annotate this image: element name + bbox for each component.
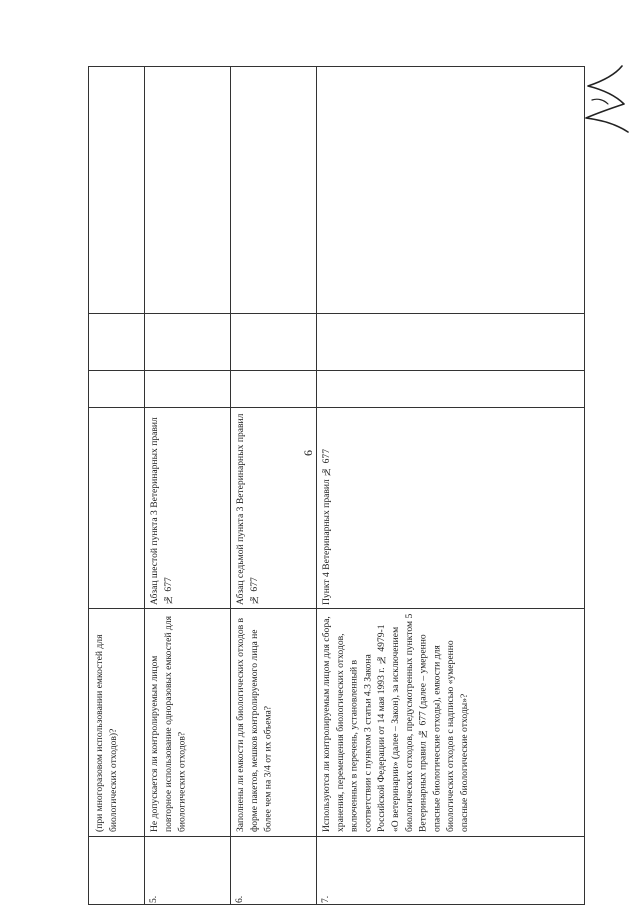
question-cell: Не допускается ли контролируемым лицом повторное использование одноразовых емкостей для биологических отходов? <box>149 615 188 832</box>
requirement-cell: Пункт 4 Ветеринарных правил № 677 <box>321 448 332 605</box>
question-cell: (при многоразовом использовании емкостей для биологических отходов)? <box>94 634 119 832</box>
row-number: 7. <box>320 895 331 903</box>
requirement-cell: Абзац седьмой пункта 3 Ветеринарных правил № 677 <box>235 413 260 605</box>
question-cell: Заполнены ли емкости для биологических отходов в форме пакетов, мешков контролируемого лица не более чем на 3/4 от их объема? <box>235 617 274 832</box>
column-separator <box>89 370 584 371</box>
handwritten-signature <box>578 62 634 138</box>
row-separator <box>316 67 317 904</box>
question-cell: Используются ли контролируемым лицом для сбора, хранения, перемещения биологических отходов, включенных в перечень, установленный в соответствии с пунктом 3 статьи 4.3 Закона Российской Федерации от 14 мая 1993 г. № 4979-1 «О ветеринарии» (далее – Закон), за исключением биологических отходов, предусмотренных пунктом 5 Ветеринарных правил № 677 (далее – умеренно опасные биологические отходы), емкости для биологических отходов с надписью «умеренно опасные биологические отходы»? <box>321 613 470 832</box>
requirement-cell: Абзац шестой пункта 3 Ветеринарных правил № 677 <box>149 417 174 605</box>
row-separator <box>144 67 145 904</box>
row-number: 5. <box>148 895 159 903</box>
column-separator <box>89 407 584 408</box>
column-separator <box>89 836 584 837</box>
row-number: 6. <box>234 895 245 903</box>
row-separator <box>230 67 231 904</box>
checklist-table <box>88 66 585 905</box>
column-separator <box>89 313 584 314</box>
column-separator <box>89 608 584 609</box>
page-number: 6 <box>301 450 315 456</box>
